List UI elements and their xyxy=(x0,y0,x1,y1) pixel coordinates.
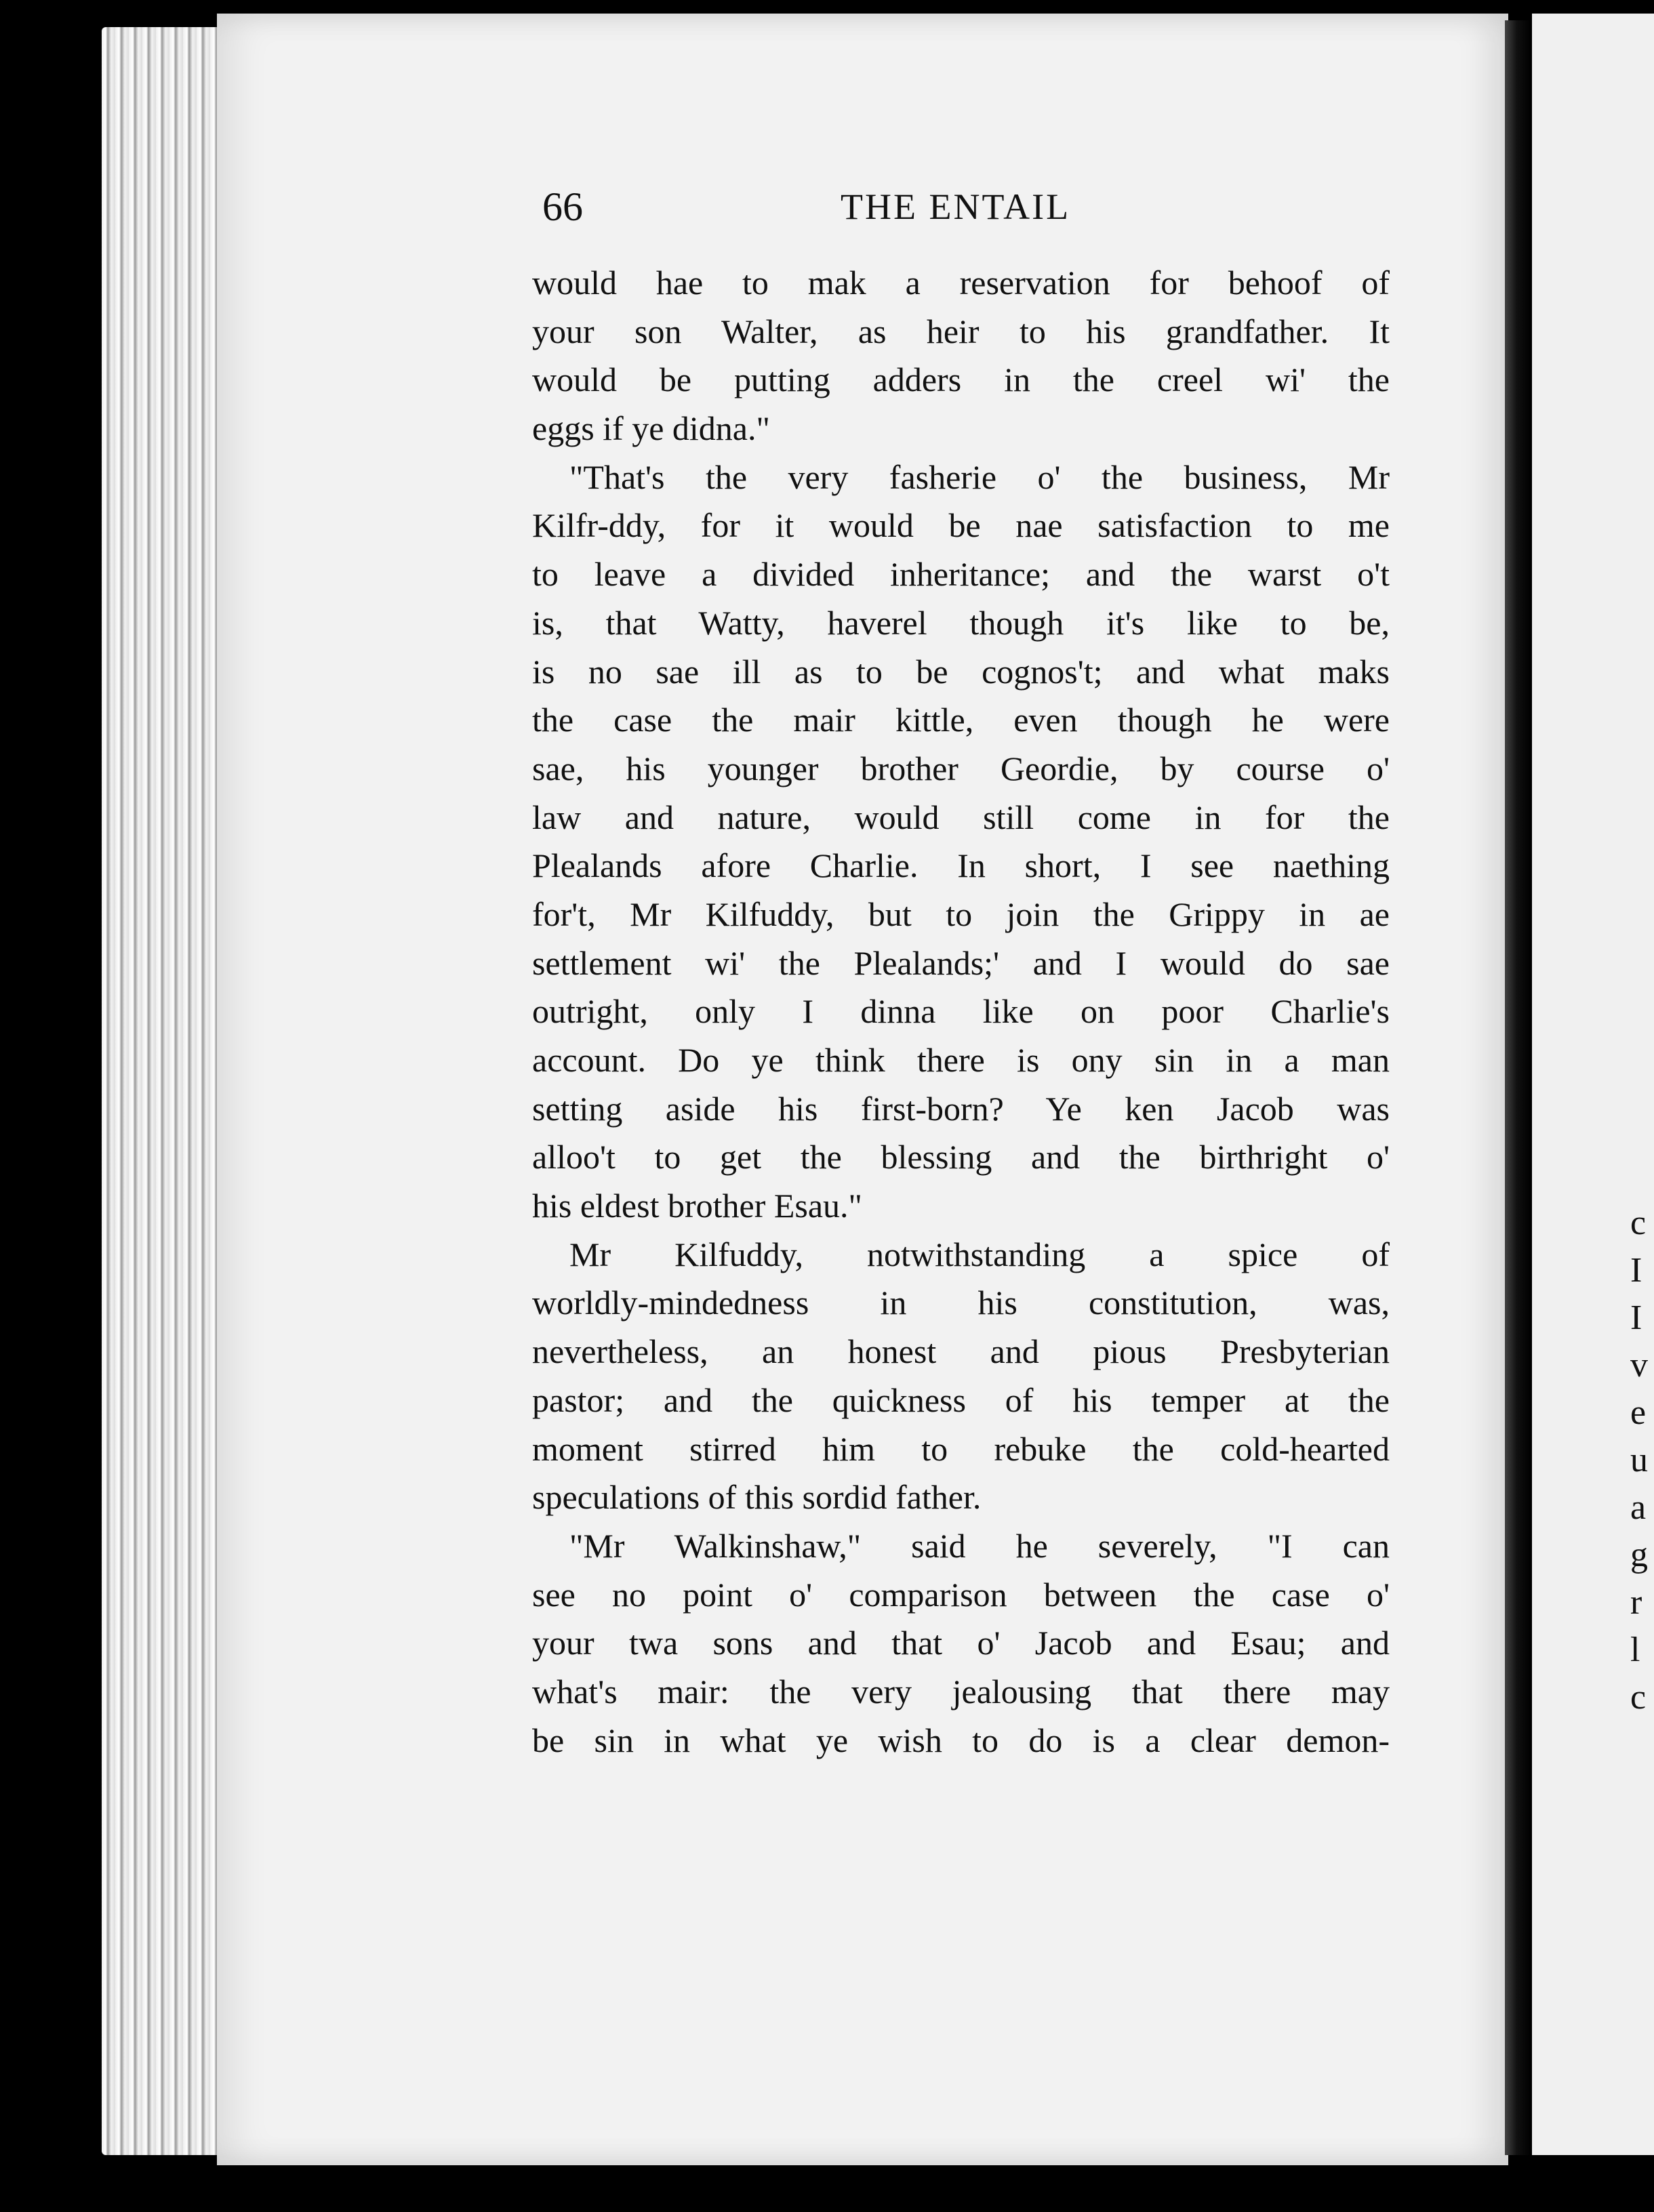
facing-page xyxy=(1532,14,1654,2155)
text-line: sae, his younger brother Geordie, by course o' xyxy=(532,749,1390,787)
text-line: to leave a divided inheritance; and the warst o't xyxy=(532,555,1390,594)
text-line: moment stirred him to rebuke the cold-hearted xyxy=(532,1429,1390,1468)
edge-glyph: c xyxy=(1630,1204,1647,1242)
text-line: Mr Kilfuddy, notwithstanding a spice of xyxy=(569,1235,1390,1273)
edge-glyph: v xyxy=(1630,1346,1648,1385)
edge-glyph: a xyxy=(1630,1488,1647,1527)
text-line: law and nature, would still come in for the xyxy=(532,798,1390,836)
text-line: is, that Watty, haverel though it's like to be, xyxy=(532,603,1390,642)
text-line: account. Do ye think there is ony sin in a man xyxy=(532,1041,1390,1079)
text-line: would hae to mak a reservation for behoof of xyxy=(532,264,1390,302)
edge-glyph: r xyxy=(1630,1583,1642,1622)
text-line: would be putting adders in the creel wi' the xyxy=(532,361,1390,399)
text-line: settlement wi' the Plealands;' and I would do sae xyxy=(532,943,1390,982)
text-line: your son Walter, as heir to his grandfather. It xyxy=(532,312,1390,350)
text-line: see no point o' comparison between the case o' xyxy=(532,1575,1390,1614)
edge-glyph: I xyxy=(1630,1298,1642,1337)
edge-glyph: l xyxy=(1630,1631,1640,1669)
text-line: "Mr Walkinshaw," said he severely, "I can xyxy=(569,1526,1390,1565)
page-header xyxy=(542,180,1383,234)
text-line: what's mair: the very jealousing that there may xyxy=(532,1672,1390,1711)
facing-page-edge-text xyxy=(1630,1200,1654,1721)
text-line: alloo't to get the blessing and the birthright o' xyxy=(532,1138,1390,1176)
running-head: THE ENTAIL xyxy=(841,186,1071,227)
text-line: be sin in what ye wish to do is a clear demon- xyxy=(532,1721,1390,1759)
body-text xyxy=(532,259,1390,1765)
edge-glyph: u xyxy=(1630,1441,1648,1479)
text-line: his eldest brother Esau." xyxy=(532,1187,862,1225)
text-line: "That's the very fasherie o' the business, Mr xyxy=(569,457,1390,496)
text-line: worldly-mindedness in his constitution, was, xyxy=(532,1284,1390,1322)
text-line: nevertheless, an honest and pious Presbyterian xyxy=(532,1332,1390,1371)
text-line: outright, only I dinna like on poor Charlie's xyxy=(532,992,1390,1031)
text-line: setting aside his first-born? Ye ken Jacob was xyxy=(532,1089,1390,1128)
text-line: for't, Mr Kilfuddy, but to join the Grippy in ae xyxy=(532,895,1390,933)
edge-glyph: e xyxy=(1630,1393,1647,1432)
edge-glyph: c xyxy=(1630,1678,1647,1717)
text-line: the case the mair kittle, even though he were xyxy=(532,701,1390,739)
edge-glyph: I xyxy=(1630,1251,1642,1290)
page-number: 66 xyxy=(542,184,583,229)
text-line: your twa sons and that o' Jacob and Esau; and xyxy=(532,1624,1390,1662)
text-line: is no sae ill as to be cognos't; and what maks xyxy=(532,652,1390,691)
text-line: Kilfr-ddy, for it would be nae satisfaction to me xyxy=(532,506,1390,545)
text-line: Plealands afore Charlie. In short, I see naething xyxy=(532,846,1390,885)
text-line: eggs if ye didna." xyxy=(532,409,770,448)
text-line: speculations of this sordid father. xyxy=(532,1478,982,1517)
text-line: pastor; and the quickness of his temper at the xyxy=(532,1380,1390,1419)
edge-glyph: g xyxy=(1630,1536,1648,1574)
book-gutter xyxy=(1505,20,1531,2155)
